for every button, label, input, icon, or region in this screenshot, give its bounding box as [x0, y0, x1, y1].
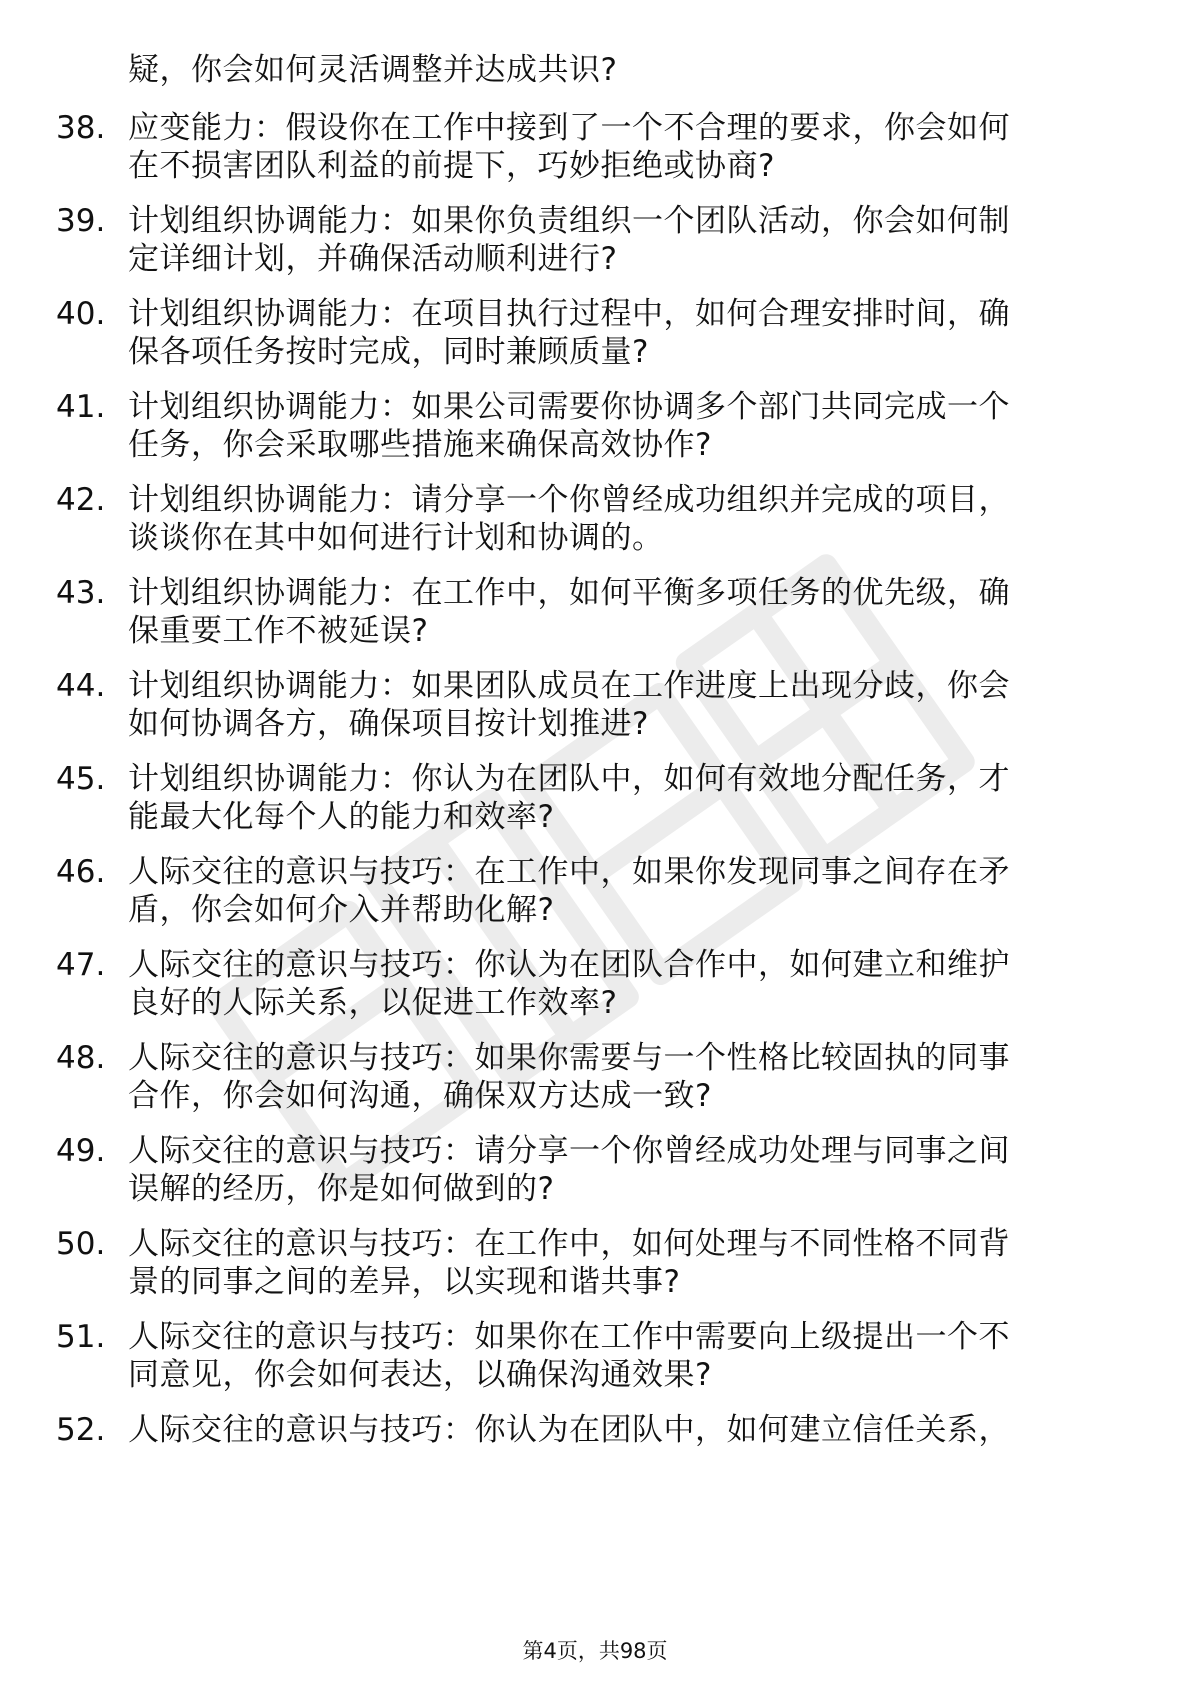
question-text-line1: 计划组织协调能力：你认为在团队中，如何有效地分配任务，才	[128, 761, 1010, 797]
question-text-line2: 在不损害团队利益的前提下，巧妙拒绝或协商?	[128, 148, 775, 184]
question-text-line1: 人际交往的意识与技巧：在工作中，如果你发现同事之间存在矛	[128, 854, 1010, 890]
question-text-line2: 如何协调各方，确保项目按计划推进?	[128, 706, 649, 742]
question-text-line1: 计划组织协调能力：如果公司需要你协调多个部门共同完成一个	[128, 389, 1010, 425]
question-number: 39.	[56, 203, 106, 239]
question-number: 40.	[56, 296, 106, 332]
question-text-line1: 人际交往的意识与技巧：你认为在团队合作中，如何建立和维护	[128, 947, 1010, 983]
question-text-line2: 谈谈你在其中如何进行计划和协调的。	[128, 520, 664, 556]
question-text-line2: 合作，你会如何沟通，确保双方达成一致?	[128, 1078, 712, 1114]
question-text-line1: 应变能力：假设你在工作中接到了一个不合理的要求，你会如何	[128, 110, 1010, 146]
question-text-line1: 人际交往的意识与技巧：如果你在工作中需要向上级提出一个不	[128, 1319, 1010, 1355]
question-number: 47.	[56, 947, 106, 983]
question-number: 48.	[56, 1040, 106, 1076]
question-text-line1: 计划组织协调能力：在项目执行过程中，如何合理安排时间，确	[128, 296, 1010, 332]
continuation-line: 疑，你会如何灵活调整并达成共识?	[128, 52, 618, 88]
question-text-line2: 景的同事之间的差异，以实现和谐共事?	[128, 1264, 681, 1300]
question-text-line2: 良好的人际关系，以促进工作效率?	[128, 985, 618, 1021]
question-number: 51.	[56, 1319, 106, 1355]
question-text-line2: 保各项任务按时完成，同时兼顾质量?	[128, 334, 649, 370]
question-text-line1: 人际交往的意识与技巧：请分享一个你曾经成功处理与同事之间	[128, 1133, 1010, 1169]
question-text-line1: 计划组织协调能力：请分享一个你曾经成功组织并完成的项目，	[128, 482, 1010, 518]
question-number: 43.	[56, 575, 106, 611]
question-text-line1: 人际交往的意识与技巧：在工作中，如何处理与不同性格不同背	[128, 1226, 1010, 1262]
question-text-line1: 计划组织协调能力：如果你负责组织一个团队活动，你会如何制	[128, 203, 1010, 239]
question-text-line1: 计划组织协调能力：在工作中，如何平衡多项任务的优先级，确	[128, 575, 1010, 611]
question-text-line1: 人际交往的意识与技巧：你认为在团队中，如何建立信任关系，	[128, 1412, 1010, 1448]
question-text-line2: 误解的经历，你是如何做到的?	[128, 1171, 555, 1207]
question-number: 46.	[56, 854, 106, 890]
question-text-line2: 保重要工作不被延误?	[128, 613, 429, 649]
question-number: 38.	[56, 110, 106, 146]
question-text-line2: 定详细计划，并确保活动顺利进行?	[128, 241, 618, 277]
question-text-line2: 任务，你会采取哪些措施来确保高效协作?	[128, 427, 712, 463]
question-number: 44.	[56, 668, 106, 704]
question-number: 50.	[56, 1226, 106, 1262]
question-number: 45.	[56, 761, 106, 797]
question-number: 41.	[56, 389, 106, 425]
question-text-line1: 计划组织协调能力：如果团队成员在工作进度上出现分歧，你会	[128, 668, 1010, 704]
question-text-line2: 盾，你会如何介入并帮助化解?	[128, 892, 555, 928]
question-text-line2: 同意见，你会如何表达，以确保沟通效果?	[128, 1357, 712, 1393]
question-number: 52.	[56, 1412, 106, 1448]
question-number: 42.	[56, 482, 106, 518]
question-text-line2: 能最大化每个人的能力和效率?	[128, 799, 555, 835]
question-text-line1: 人际交往的意识与技巧：如果你需要与一个性格比较固执的同事	[128, 1040, 1010, 1076]
question-number: 49.	[56, 1133, 106, 1169]
page-footer: 第4页，共98页	[522, 1639, 668, 1663]
